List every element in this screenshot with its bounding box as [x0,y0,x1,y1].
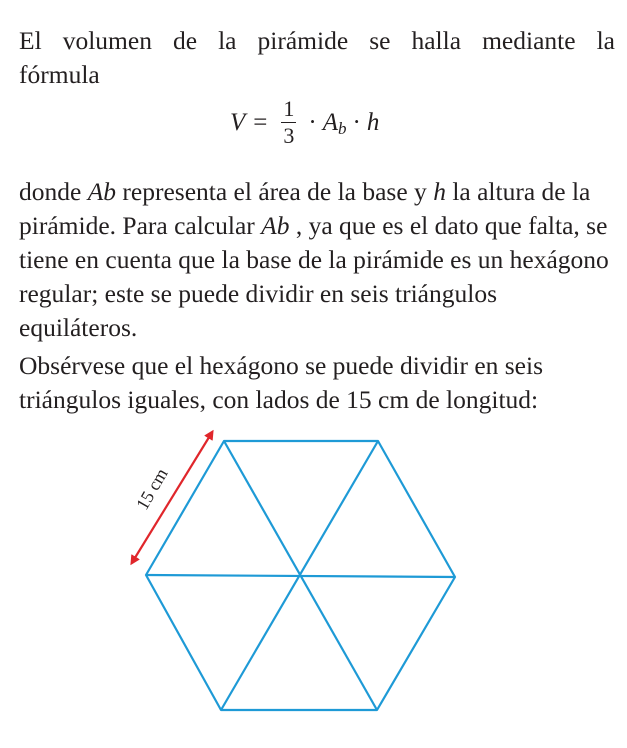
hexagon-diagonal-3 [146,575,455,577]
explanation-text-4: , ya que es el dato que falta, se tiene en cuenta que la base de la pirámide es un hexágono regular; este se puede dividir en seis triángulos equiláteros. [19,211,609,342]
formula-numerator: 1 [283,96,295,121]
explanation-ab-1: Ab [87,177,117,206]
intro-line-2: fórmula [19,60,100,89]
formula-equals: = [253,108,268,136]
explanation-text-2: representa el área de la base y [116,177,434,206]
formula-height-symbol: h [366,108,380,136]
side-length-label: 15 cm [132,464,172,514]
hexagon-lines [146,441,455,710]
explanation-text-3: la altura de la pirámide. Para calcular [19,177,591,240]
formula-area-subscript: b [338,118,347,138]
formula-dot-1: · [308,108,317,136]
formula-volume-symbol: V [230,108,246,136]
observation-paragraph: Obsérvese que el hexágono se puede dividir en seis triángulos iguales, con lados de 15 cm de longitud: [19,351,544,414]
explanation-h: h [433,177,446,206]
intro-line-1: El volumen de la pirámide se halla mediante la [19,26,615,55]
formula-dot-2: · [352,108,361,136]
formula-area-symbol: A [322,108,338,136]
formula-denominator: 3 [283,123,295,148]
explanation-text-1: donde [19,177,88,206]
explanation-ab-2: Ab [261,211,290,240]
